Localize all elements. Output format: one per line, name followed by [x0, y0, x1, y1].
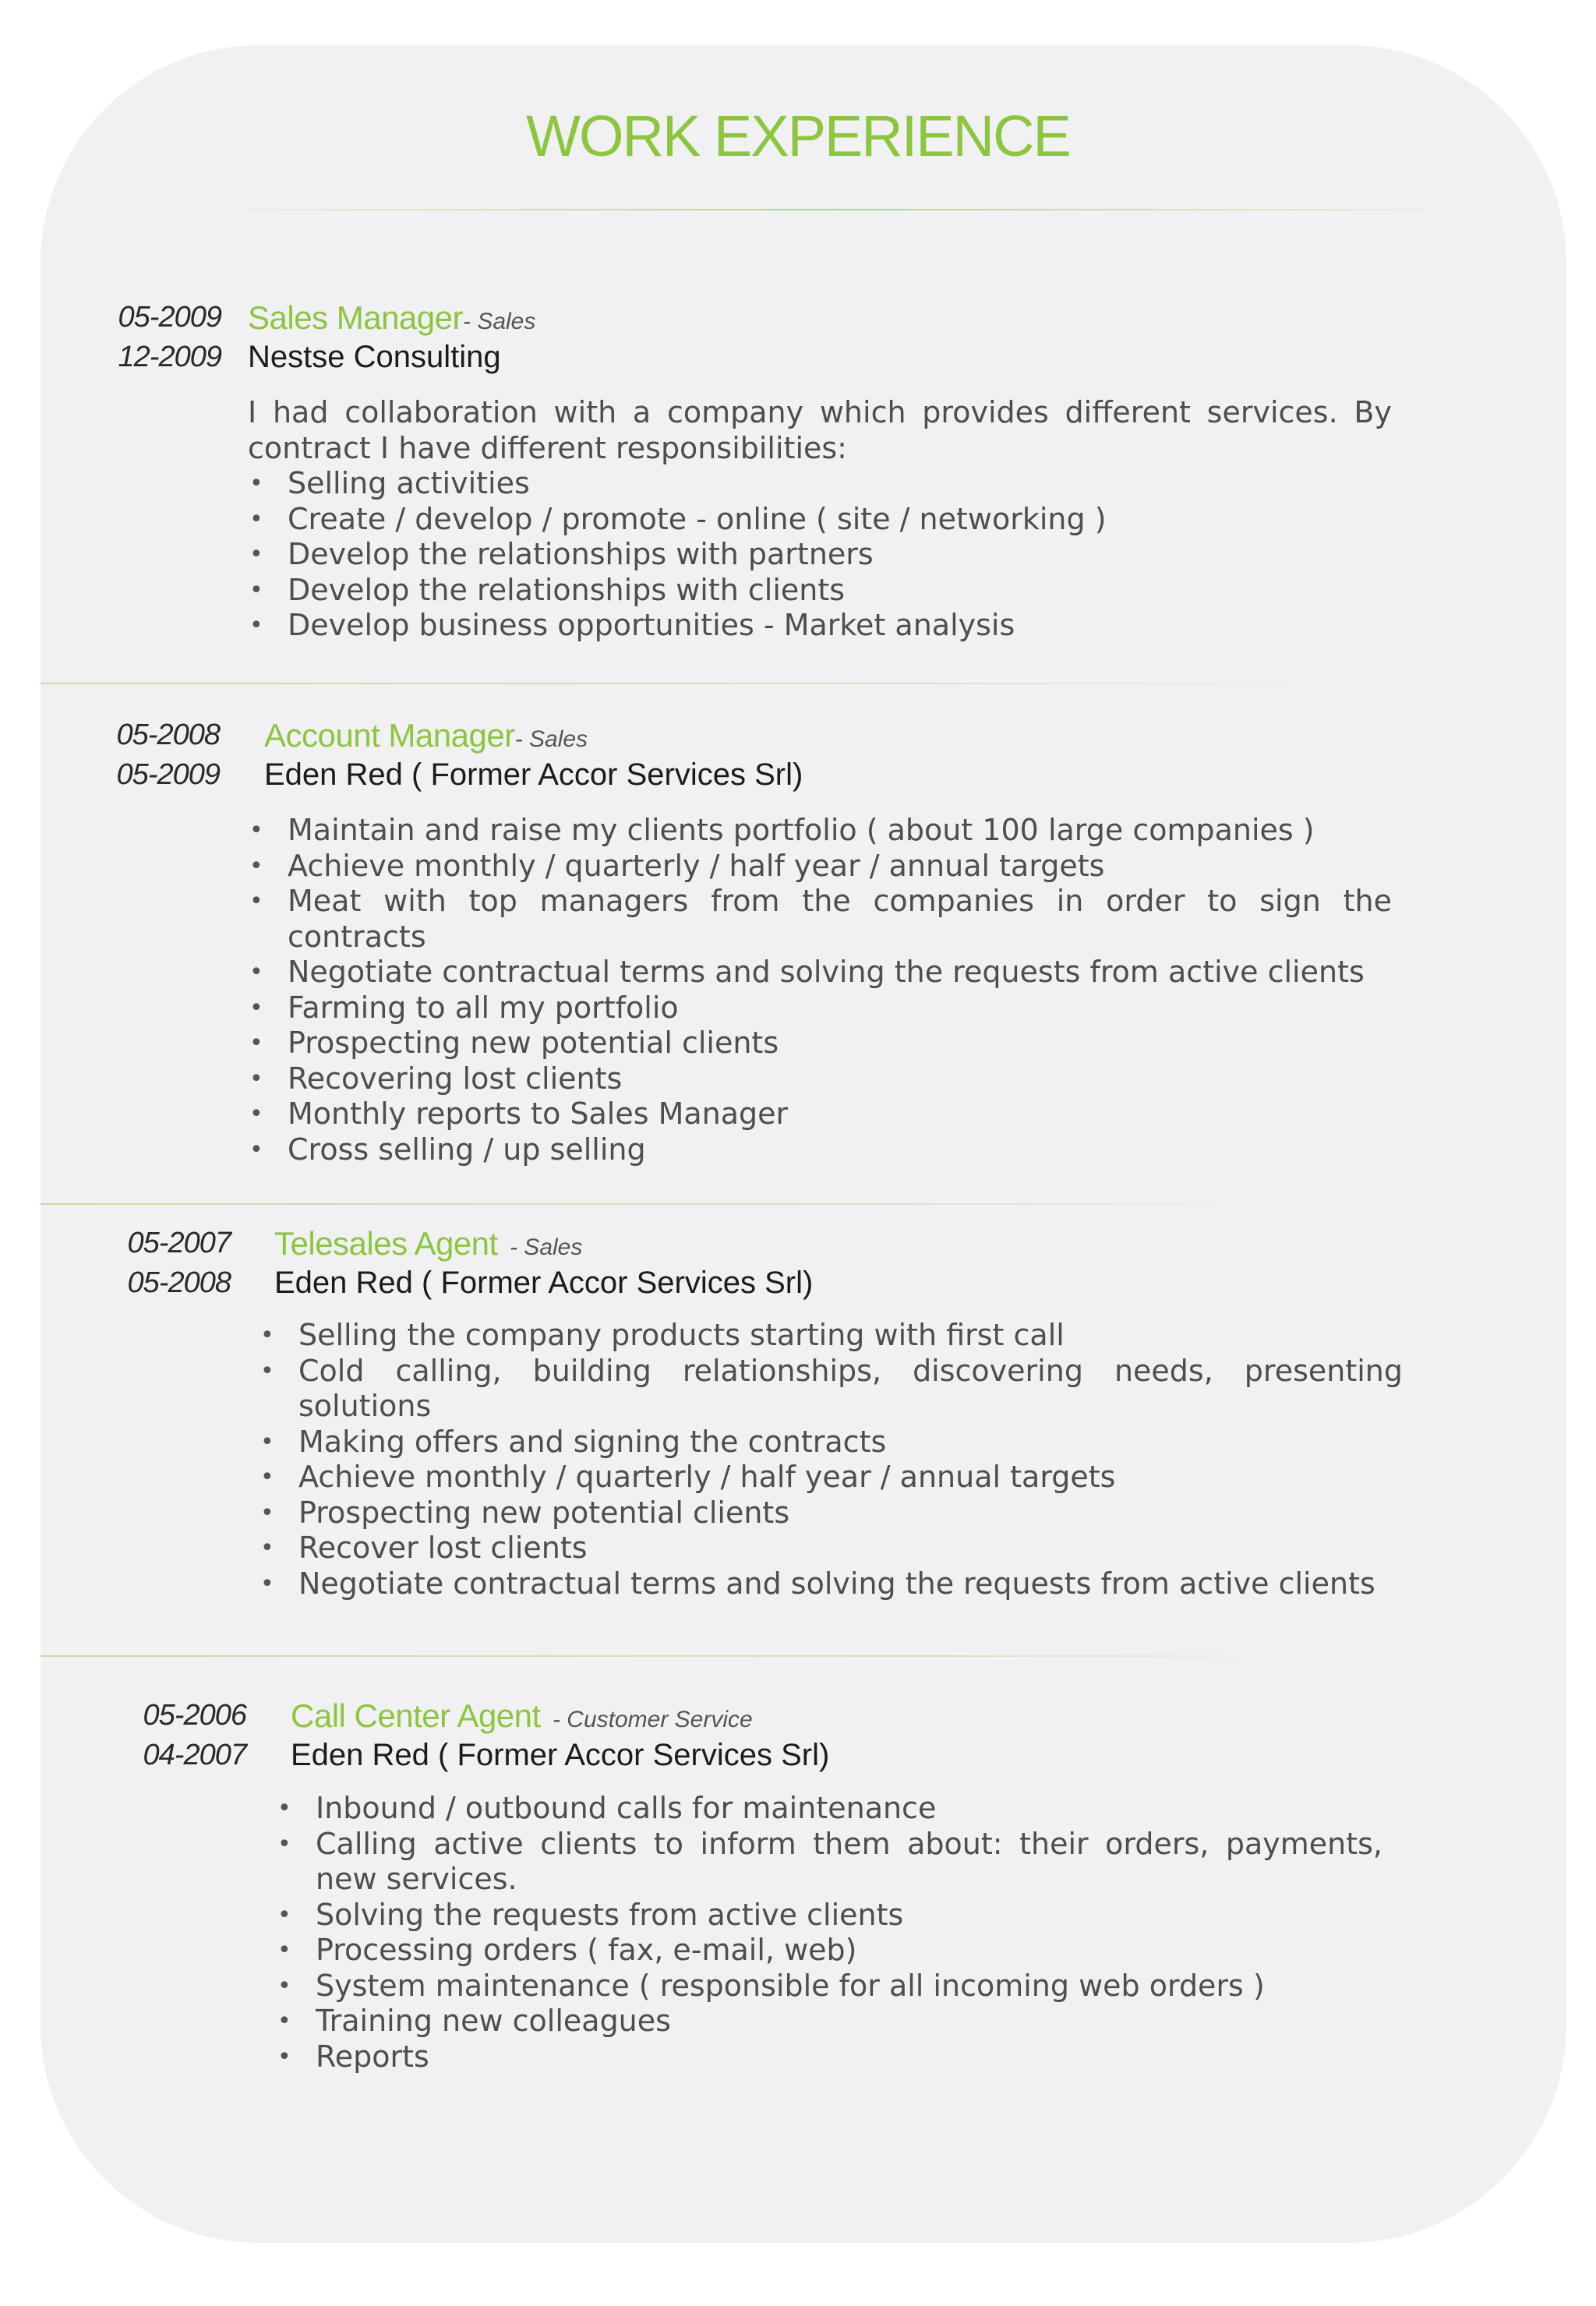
- job-role: Telesales Agent: [274, 1225, 498, 1262]
- job-responsibilities: [248, 813, 1392, 1167]
- list-item: • Prospecting new potential clients: [248, 1026, 1392, 1061]
- job-role: Sales Manager: [248, 299, 463, 336]
- list-item: • Monthly reports to Sales Manager: [248, 1096, 1392, 1132]
- job-start-date: 05-2008: [116, 719, 220, 751]
- list-item: • Achieve monthly / quarterly / half year / annual targets: [248, 849, 1392, 885]
- job-company: Eden Red ( Former Accor Services Srl): [264, 757, 803, 792]
- list-item: • Develop business opportunities - Market analysis: [248, 608, 1392, 644]
- list-item: • Solving the requests from active clients: [276, 1898, 1382, 1933]
- job-end-date: 04-2007: [143, 1739, 246, 1771]
- list-item: • Maintain and raise my clients portfolio ( about 100 large companies ): [248, 813, 1392, 849]
- list-item: • Making offers and signing the contracts: [259, 1425, 1403, 1460]
- section-title: WORK EXPERIENCE: [526, 104, 1070, 168]
- job-divider: [41, 1655, 1334, 1657]
- job-description: [276, 1791, 1382, 2075]
- job-description: [248, 395, 1392, 644]
- list-item: • Develop the relationships with partners: [248, 537, 1392, 573]
- list-item: • Meat with top managers from the companies in order to sign the contracts: [248, 884, 1392, 955]
- list-item: • Inbound / outbound calls for maintenance: [276, 1791, 1382, 1827]
- job-start-date: 05-2006: [143, 1699, 246, 1732]
- list-item: • Prospecting new potential clients: [259, 1496, 1403, 1531]
- job-dates: [44, 1224, 231, 1303]
- list-item: • Negotiate contractual terms and solving the requests from active clients: [259, 1566, 1403, 1602]
- job-department: - Sales: [463, 309, 536, 334]
- job-department: - Sales: [509, 1234, 583, 1260]
- list-item: • Farming to all my portfolio: [248, 991, 1392, 1026]
- job-header: [274, 1224, 813, 1303]
- list-item: • Training new colleagues: [276, 2004, 1382, 2039]
- list-item: • Create / develop / promote - online ( site / networking ): [248, 502, 1392, 538]
- list-item: • Cold calling, building relationships, discovering needs, presenting solutions: [259, 1354, 1403, 1425]
- job-company: Nestse Consulting: [248, 340, 501, 374]
- job-start-date: 05-2007: [127, 1227, 231, 1259]
- job-dates: [34, 298, 221, 377]
- job-department: - Sales: [514, 726, 588, 752]
- job-header: [264, 715, 803, 795]
- job-responsibilities: [259, 1318, 1403, 1601]
- job-header: [248, 298, 535, 377]
- title-divider: [249, 209, 1426, 210]
- job-company: Eden Red ( Former Accor Services Srl): [291, 1738, 830, 1772]
- job-department: - Customer Service: [552, 1707, 753, 1732]
- list-item: • Selling the company products starting with first call: [259, 1318, 1403, 1354]
- job-responsibilities: [248, 466, 1392, 644]
- job-dates: [59, 1696, 246, 1775]
- job-company: Eden Red ( Former Accor Services Srl): [274, 1266, 814, 1300]
- job-role: Account Manager: [264, 717, 515, 754]
- list-item: • Recover lost clients: [259, 1531, 1403, 1566]
- list-item: • Negotiate contractual terms and solving the requests from active clients: [248, 955, 1392, 991]
- list-item: • Cross selling / up selling: [248, 1132, 1392, 1168]
- job-end-date: 05-2009: [116, 758, 220, 791]
- list-item: • Achieve monthly / quarterly / half year / annual targets: [259, 1460, 1403, 1496]
- list-item: • System maintenance ( responsible for all incoming web orders ): [276, 1969, 1382, 2004]
- job-description: [248, 813, 1392, 1167]
- job-header: [291, 1696, 829, 1775]
- list-item: • Processing orders ( fax, e-mail, web): [276, 1933, 1382, 1969]
- job-intro: I had collaboration with a company which provides different services. By contract I have different responsibilities:: [248, 395, 1392, 465]
- list-item: • Calling active clients to inform them about: their orders, payments, new services.: [276, 1827, 1382, 1898]
- list-item: • Recovering lost clients: [248, 1061, 1392, 1097]
- job-start-date: 05-2009: [118, 301, 221, 334]
- list-item: • Selling activities: [248, 466, 1392, 502]
- job-description: [259, 1318, 1403, 1601]
- job-role: Call Center Agent: [291, 1697, 541, 1734]
- list-item: • Reports: [276, 2039, 1382, 2075]
- job-divider: [41, 1203, 1256, 1205]
- job-dates: [33, 715, 220, 795]
- job-end-date: 05-2008: [127, 1266, 231, 1299]
- job-responsibilities: [276, 1791, 1382, 2075]
- job-divider: [41, 683, 1334, 684]
- list-item: • Develop the relationships with clients: [248, 573, 1392, 609]
- job-end-date: 12-2009: [118, 341, 221, 373]
